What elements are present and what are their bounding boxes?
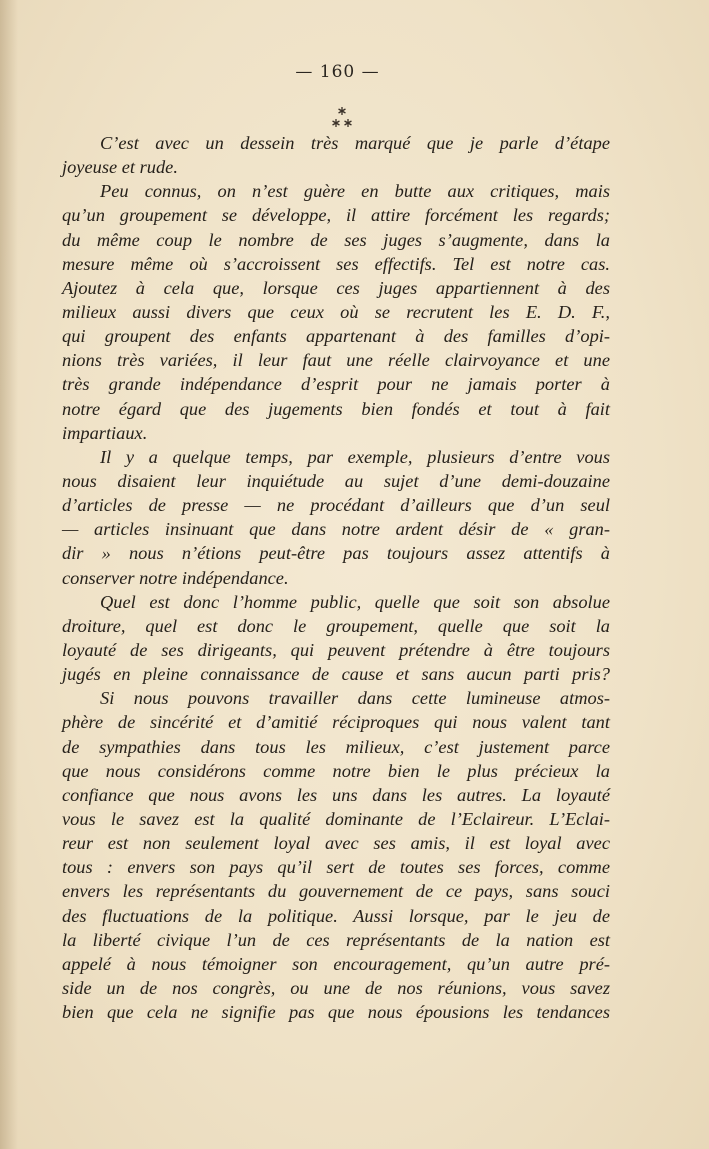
page-number: — 160 —: [295, 62, 380, 82]
text-line: Il y a quelque temps, par exemple, plusieurs d’entre vous: [100, 446, 610, 467]
text-line: de sympathies dans tous les milieux, c’est justement parce: [62, 736, 610, 757]
text-line: confiance que nous avons les uns dans les autres. La loyauté: [62, 784, 610, 805]
text-line: tous : envers son pays qu’il sert de toutes ses forces, comme: [62, 857, 610, 878]
text-line: reur est non seulement loyal avec ses amis, il est loyal avec: [62, 833, 610, 854]
text-line: qui groupent des enfants appartenant à des familles d’opi-: [62, 326, 610, 347]
text-line: Quel est donc l’homme public, quelle que soit son absolue: [100, 591, 610, 612]
text-line: dir » nous n’étions peut-être pas toujours assez attentifs à: [62, 543, 610, 564]
text-line: Peu connus, on n’est guère en butte aux critiques, mais: [100, 181, 610, 202]
text-line: milieux aussi divers que ceux où se recrutent les E. D. F.,: [62, 301, 610, 322]
binding-shadow: [0, 0, 18, 1149]
asterism-ornament-icon: [327, 104, 357, 134]
text-line: — articles insinuant que dans notre ardent désir de « gran-: [62, 519, 610, 540]
text-line: Ajoutez à cela que, lorsque ces juges appartiennent à des: [62, 277, 610, 298]
text-line: Si nous pouvons travailler dans cette lumineuse atmos-: [100, 688, 610, 709]
text-line: vous le savez est la qualité dominante de l’Eclaireur. L’Eclai-: [62, 808, 610, 829]
text-line: phère de sincérité et d’amitié réciproques qui nous valent tant: [62, 712, 610, 733]
text-line: qu’un groupement se développe, il attire forcément les regards;: [62, 205, 610, 226]
text-line: mesure même où s’accroissent ses effectifs. Tel est notre cas.: [62, 253, 610, 274]
text-line: d’articles de presse — ne procédant d’ailleurs que d’un seul: [62, 495, 610, 516]
text-line: notre égard que des jugements bien fondés et tout à fait: [62, 398, 610, 419]
text-line: conserver notre indépendance.: [62, 567, 289, 588]
text-line: jugés en pleine connaissance de cause et sans aucun parti pris?: [62, 664, 610, 685]
text-line: loyauté de ses dirigeants, qui peuvent prétendre à être toujours: [62, 639, 610, 660]
body-text: [62, 131, 610, 1024]
text-line: nions très variées, il leur faut une réelle clairvoyance et une: [62, 350, 610, 371]
text-line: C’est avec un dessein très marqué que je parle d’étape: [100, 133, 610, 153]
text-line: appelé à nous témoigner son encouragement, qu’un autre pré-: [62, 953, 610, 974]
text-line: très grande indépendance d’esprit pour ne jamais porter à: [62, 374, 610, 395]
text-line: joyeuse et rude.: [62, 157, 178, 178]
text-line: impartiaux.: [62, 422, 148, 443]
text-line: du même coup le nombre de ses juges s’augmente, dans la: [62, 229, 610, 250]
text-line: bien que cela ne signifie pas que nous épousions les tendances: [62, 1002, 610, 1023]
text-line: nous disaient leur inquiétude au sujet d’une demi-douzaine: [62, 470, 610, 491]
text-line: droiture, quel est donc le groupement, quelle que soit la: [62, 615, 610, 636]
text-line: des fluctuations de la politique. Aussi lorsque, par le jeu de: [62, 905, 610, 926]
text-line: que nous considérons comme notre bien le plus précieux la: [62, 760, 610, 781]
text-line: envers les représentants du gouvernement de ce pays, sans souci: [62, 881, 610, 902]
text-line: la liberté civique l’un de ces représentants de la nation est: [62, 929, 610, 950]
text-line: side un de nos congrès, ou une de nos réunions, vous savez: [62, 977, 610, 998]
